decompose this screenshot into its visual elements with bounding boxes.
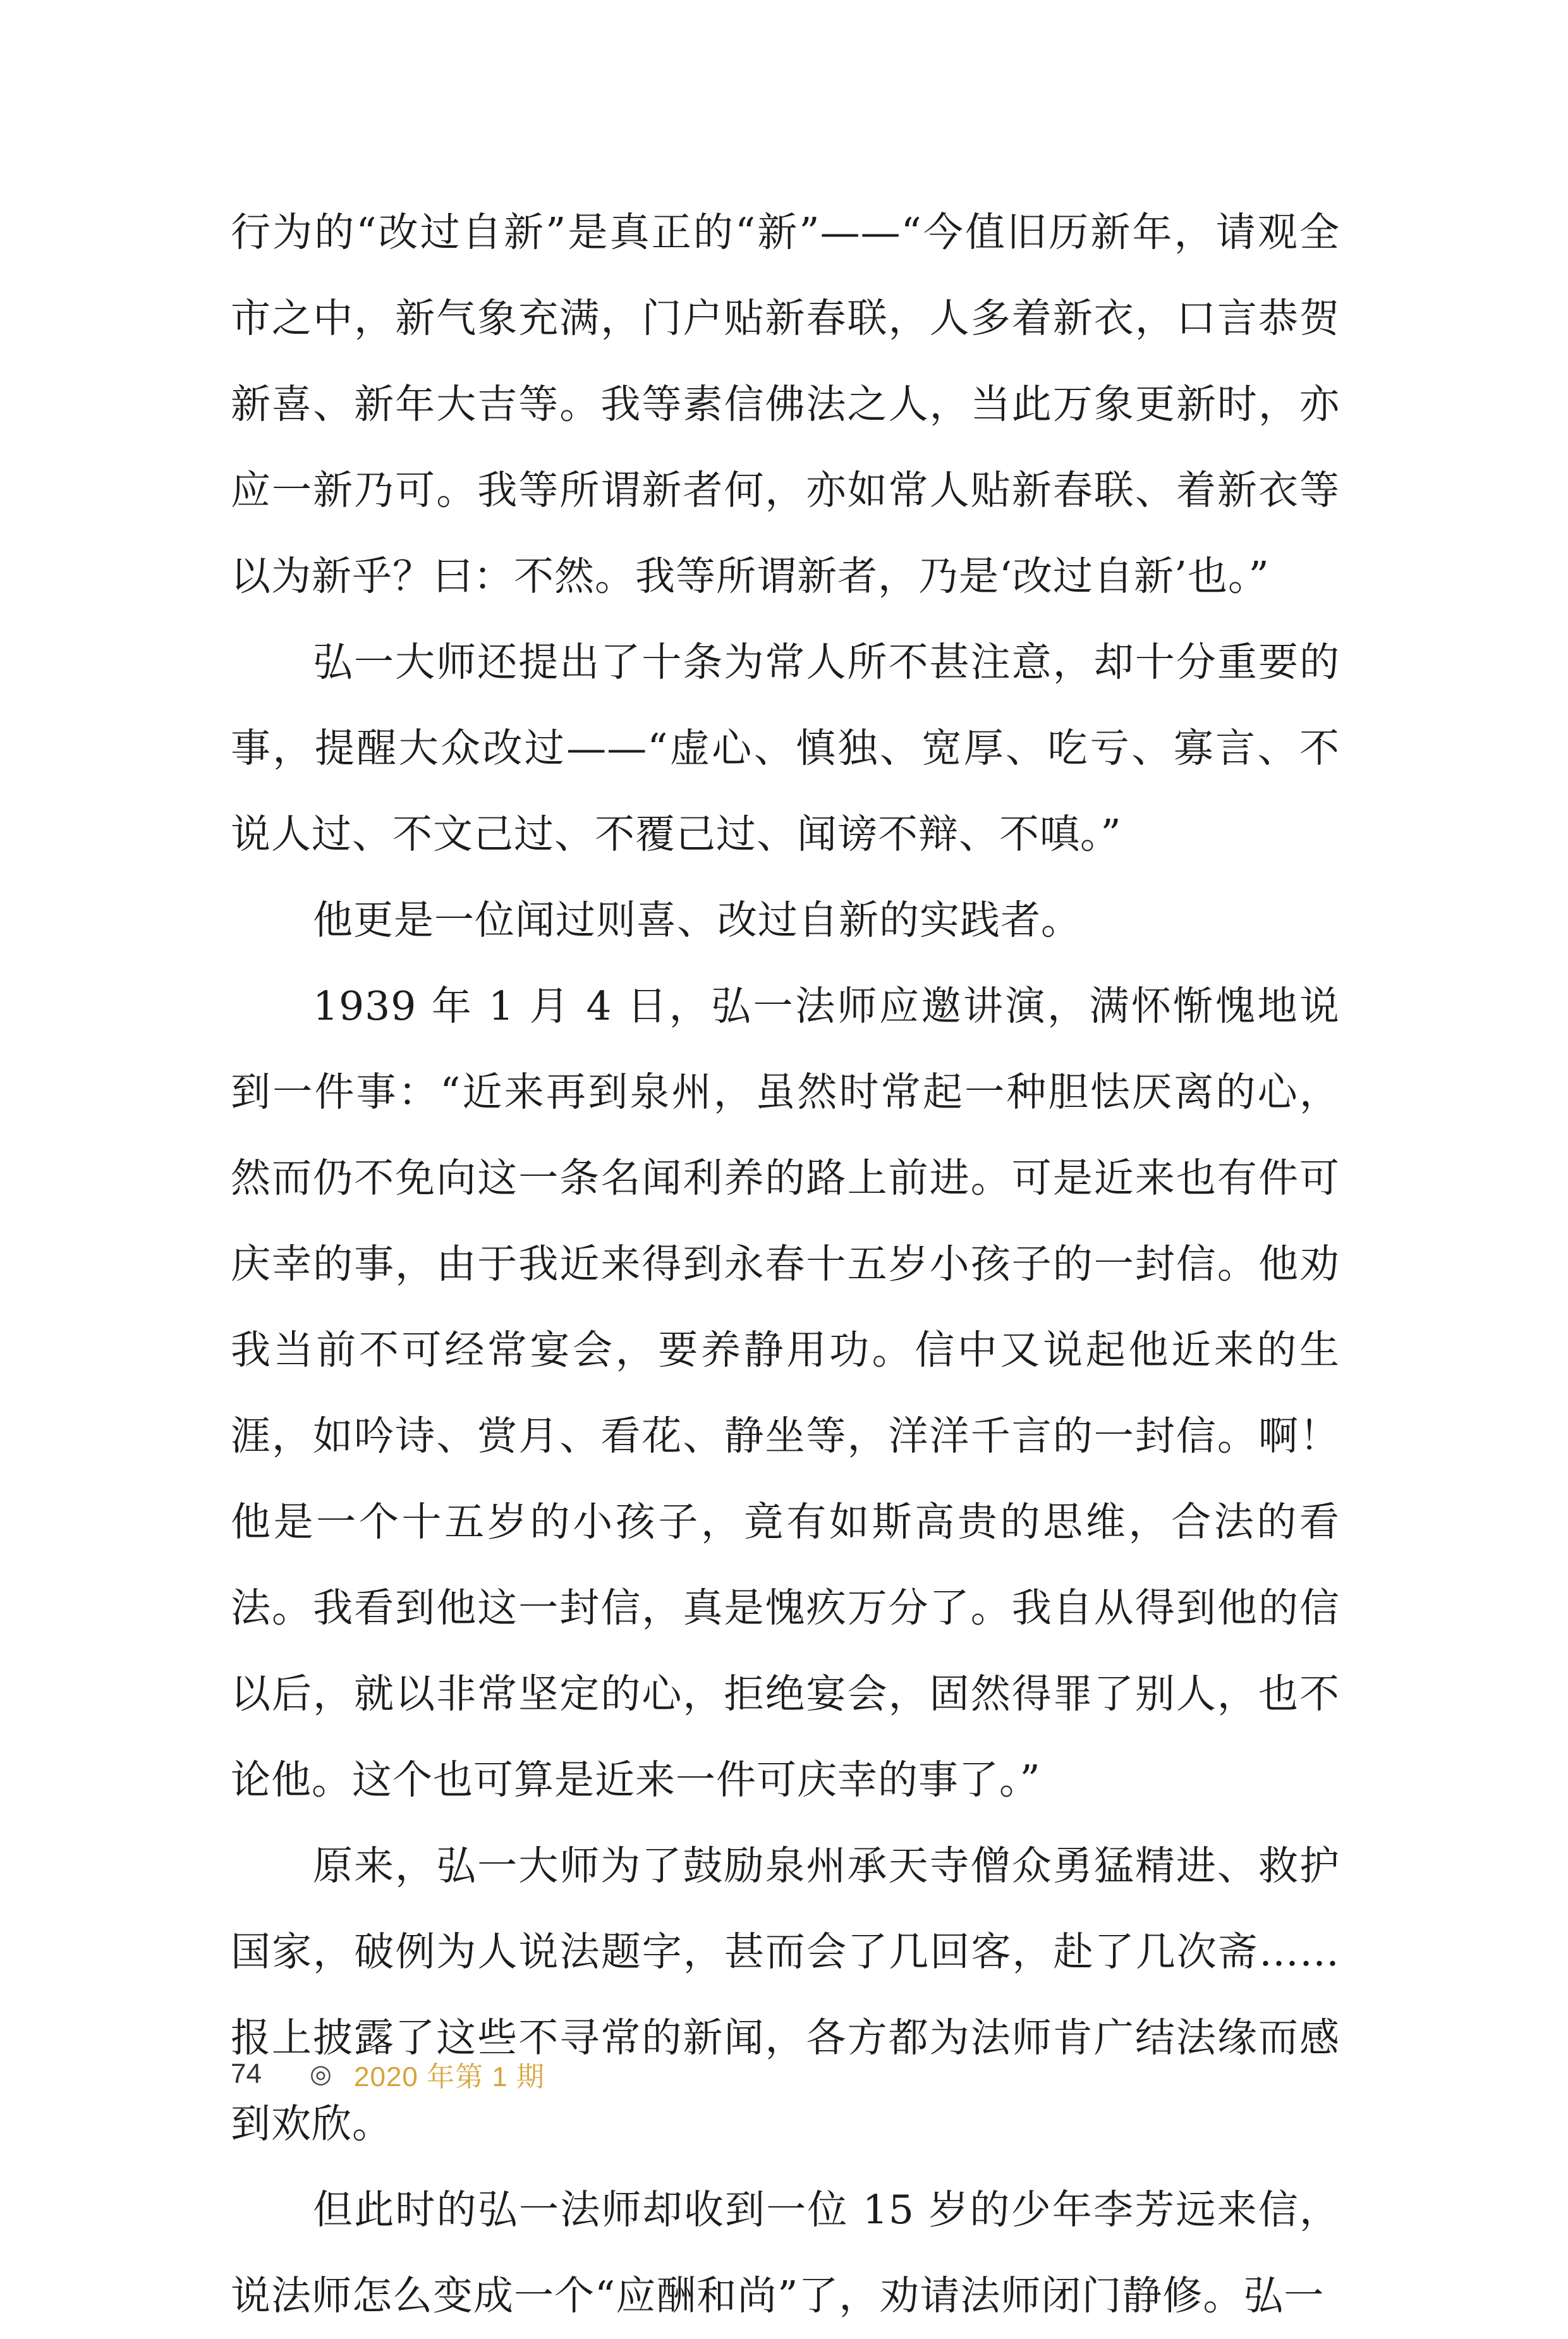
bullseye-icon: ◎ bbox=[310, 2060, 332, 2088]
paragraph: 1939 年 1 月 4 日，弘一法师应邀讲演，满怀惭愧地说到一件事：“近来再到泉州，虽然时常起一种胆怯厌离的心，然而仍不免向这一条名闻利养的路上前进。可是近来也有件可庆幸的事，由于我近来得到永春十五岁小孩子的一封信。他劝我当前不可经常宴会，要养静用功。信中又说起他近来的生涯，如吟诗、赏月、看花、静坐等，洋洋千言的一封信。啊！他是一个十五岁的小孩子，竟有如斯高贵的思维，合法的看法。我看到他这一封信，真是愧疚万分了。我自从得到他的信以后，就以非常坚定的心，拒绝宴会，固然得罪了别人，也不论他。这个也可算是近来一件可庆幸的事了。” bbox=[231, 983, 1340, 1803]
paragraph: 他更是一位闻过则喜、改过自新的实践者。 bbox=[313, 897, 1081, 943]
paragraph: 但此时的弘一法师却收到一位 15 岁的少年李芳远来信，说法师怎么变成一个“应酬和尚”了，劝请法师闭门静修。弘一 bbox=[231, 2187, 1340, 2319]
paragraph: 行为的“改过自新”是真正的“新”——“今值旧历新年，请观全市之中，新气象充满，门户贴新春联，人多着新衣，口言恭贺新喜、新年大吉等。我等素信佛法之人，当此万象更新时，亦应一新乃可。我等所谓新者何，亦如常人贴新春联、着新衣等以为新乎？曰：不然。我等所谓新者，乃是‘改过自新’也。” bbox=[231, 209, 1340, 599]
issue-label: 2020 年第 1 期 bbox=[354, 2061, 545, 2092]
page-footer bbox=[231, 2052, 545, 2096]
paragraph: 弘一大师还提出了十条为常人所不甚注意，却十分重要的事，提醒大众改过——“虚心、慎独、宽厚、吃亏、寡言、不说人过、不文己过、不覆己过、闻谤不辩、不嗔。” bbox=[231, 639, 1340, 857]
page-number: 74 bbox=[231, 2058, 262, 2089]
paragraph: 原来，弘一大师为了鼓励泉州承天寺僧众勇猛精进、救护国家，破例为人说法题字，甚而会了几回客，赴了几次斋……报上披露了这些不寻常的新闻，各方都为法师肯广结法缘而感到欢欣。 bbox=[231, 1843, 1340, 2147]
article-body bbox=[231, 190, 1340, 2339]
